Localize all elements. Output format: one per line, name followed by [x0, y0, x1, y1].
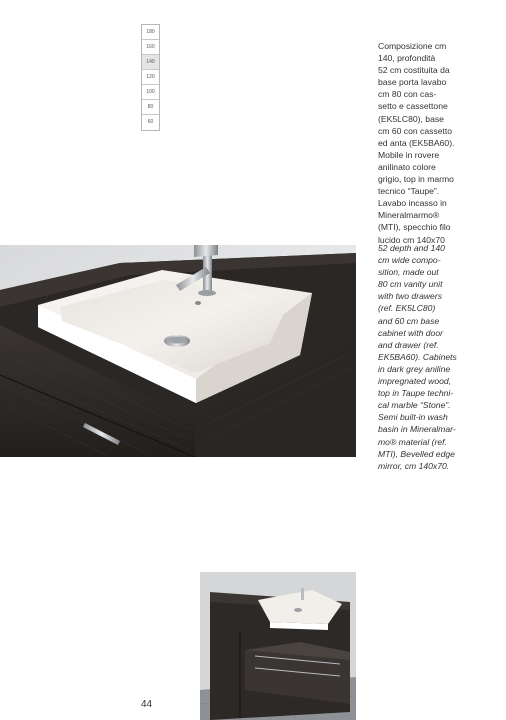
- size-legend: [141, 24, 160, 131]
- size-legend-cell-selected: 140: [142, 55, 159, 70]
- size-legend-cell: 80: [142, 100, 159, 115]
- size-legend-cell: 60: [147, 119, 154, 125]
- vanity-basin-illustration: [0, 245, 356, 457]
- size-legend-cell: 160: [142, 40, 159, 55]
- description-italian: [378, 40, 496, 246]
- description-english: [378, 242, 496, 472]
- size-legend-cell: 100: [142, 85, 159, 100]
- description-italian-text: Composizione cm 140, profondità 52 cm costituita da base porta lavabo cm 80 con cas- setto e cassettone (EK5LC80), base cm 60 con cassetto ed anta (EK5BA60). Mobile in rovere anilinato colore grigio, top in marmo tecnico “Taupe”. Lavabo incasso in Mineralmarmo® (MTI), specchio filo lucido cm 140x70: [378, 41, 455, 245]
- open-drawer-illustration: [200, 572, 356, 720]
- main-product-photo: [0, 245, 356, 457]
- page-number: 44: [141, 699, 153, 710]
- size-legend-cell: 180: [142, 25, 159, 40]
- size-legend-cell: 120: [142, 70, 159, 85]
- secondary-product-photo: [200, 572, 356, 720]
- description-english-text: 52 depth and 140 cm wide compo- sition, made out 80 cm vanity unit with two drawers (ref. EK5LC80) and 60 cm base cabinet with door and drawer (ref. EK5BA60). Cabinets in dark grey aniline impregnated wood, top in Taupe techni- cal marble “Stone”. Semi built-in wash basin in Mineralmar- mo® material (ref. MTI), Bevelled edge mirror, cm 140x70.: [378, 243, 457, 471]
